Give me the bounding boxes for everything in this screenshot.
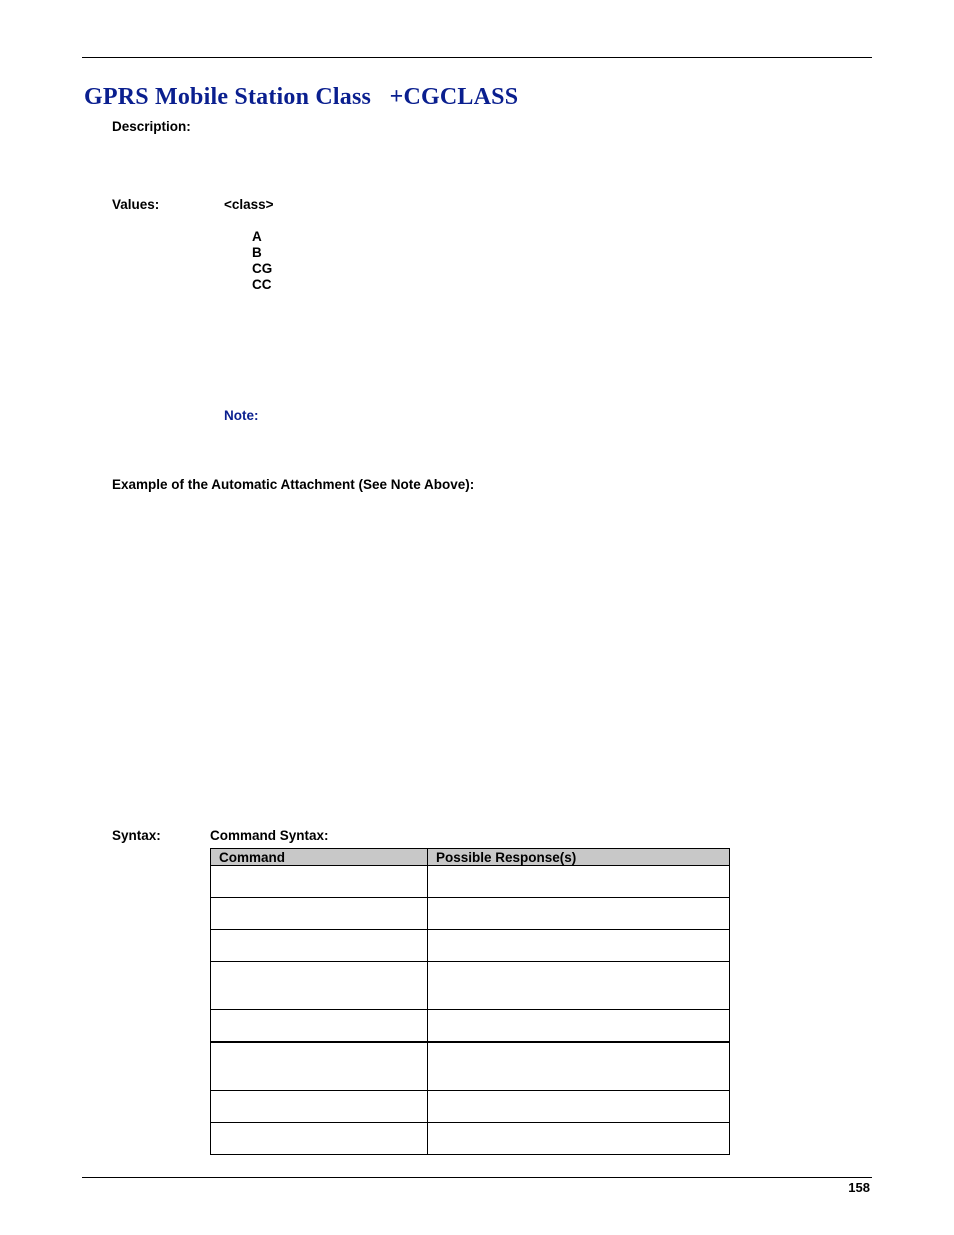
table-row: [211, 962, 730, 1010]
class-value-a: A: [252, 229, 262, 244]
table-row: [211, 1123, 730, 1155]
table-row: [211, 930, 730, 962]
response-cell: [428, 866, 730, 898]
column-header-command: Command: [211, 849, 428, 866]
header-rule: [82, 57, 872, 58]
command-cell: [211, 962, 428, 1010]
column-header-response: Possible Response(s): [428, 849, 730, 866]
command-cell: [211, 930, 428, 962]
command-syntax-table: [210, 848, 730, 1155]
class-value-b: B: [252, 245, 262, 260]
command-cell: [211, 898, 428, 930]
response-cell: [428, 962, 730, 1010]
command-cell: [211, 1042, 428, 1091]
table-row: [211, 1010, 730, 1043]
table-row: [211, 898, 730, 930]
note-label: Note:: [224, 408, 259, 423]
syntax-label: Syntax:: [112, 828, 161, 843]
command-cell: [211, 866, 428, 898]
table-row: [211, 1091, 730, 1123]
command-cell: [211, 1091, 428, 1123]
class-value-cc: CC: [252, 277, 272, 292]
table-row: [211, 866, 730, 898]
response-cell: [428, 898, 730, 930]
example-heading: Example of the Automatic Attachment (See Note Above):: [112, 477, 475, 492]
class-parameter-label: <class>: [224, 197, 274, 212]
description-label: Description:: [112, 119, 191, 134]
page-title: GPRS Mobile Station Class +CGCLASS: [84, 84, 519, 110]
class-values-list: [252, 229, 272, 293]
response-cell: [428, 930, 730, 962]
footer-rule: [82, 1177, 872, 1178]
page-number: 158: [848, 1180, 870, 1195]
table-row: [211, 1042, 730, 1091]
response-cell: [428, 1042, 730, 1091]
values-label: Values:: [112, 197, 160, 212]
table-header-row: [211, 849, 730, 866]
class-value-cg: CG: [252, 261, 273, 276]
command-cell: [211, 1123, 428, 1155]
response-cell: [428, 1010, 730, 1043]
command-cell: [211, 1010, 428, 1043]
command-syntax-label: Command Syntax:: [210, 828, 329, 843]
response-cell: [428, 1123, 730, 1155]
response-cell: [428, 1091, 730, 1123]
